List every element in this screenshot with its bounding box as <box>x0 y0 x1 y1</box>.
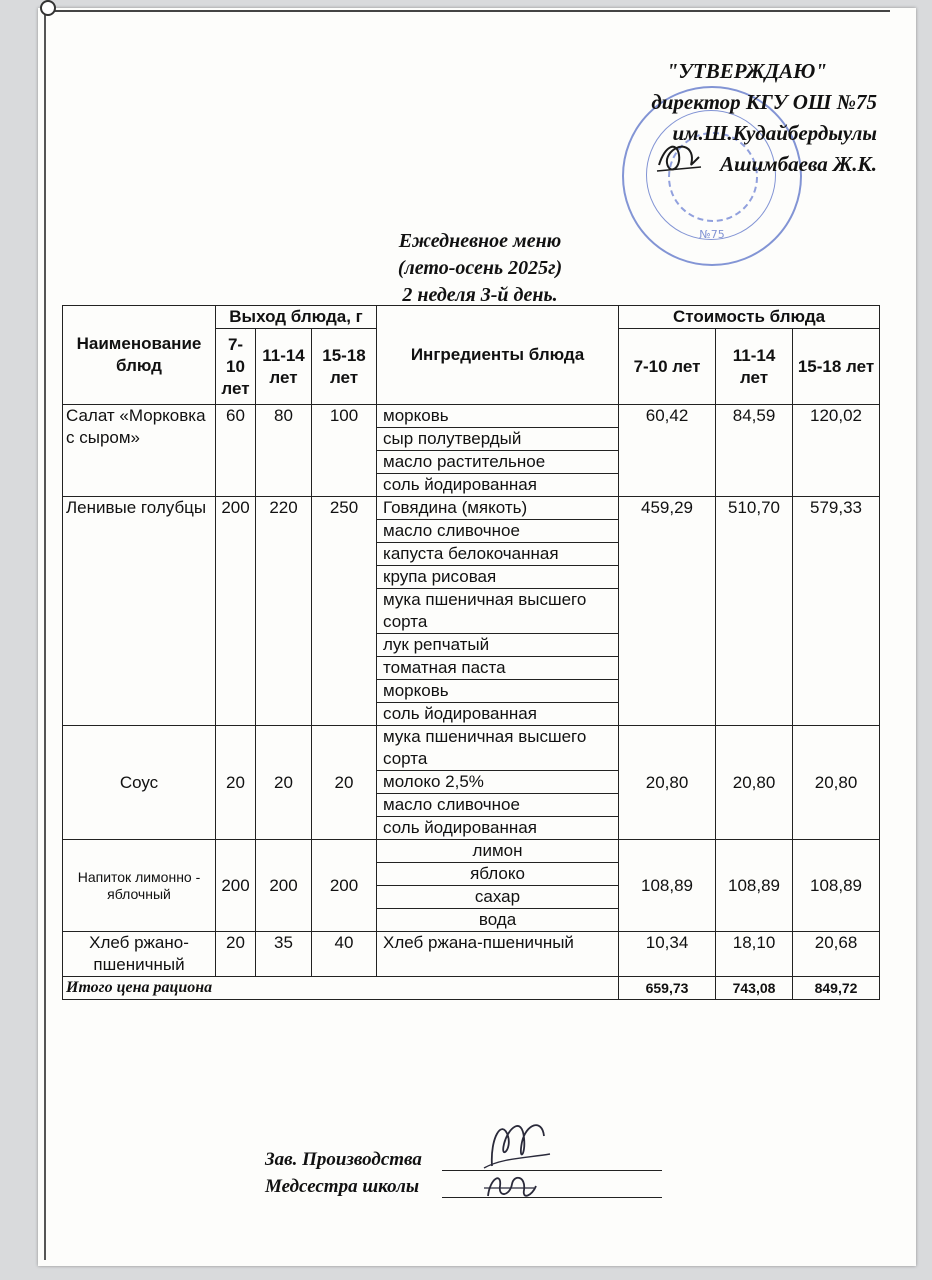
ingredient: вода <box>377 909 619 932</box>
dish-output-15-18: 200 <box>312 840 377 932</box>
header-output-age-15-18: 15-18 лет <box>312 329 377 405</box>
header-output-age-7-10: 7-10 лет <box>216 329 256 405</box>
ingredient: капуста белокочанная <box>377 543 619 566</box>
signatures-block <box>265 1146 422 1200</box>
dish-output-7-10: 20 <box>216 932 256 977</box>
ingredient: масло растительное <box>377 451 619 474</box>
menu-title <box>300 228 660 309</box>
ingredient: Говядина (мякоть) <box>377 497 619 520</box>
school-nurse-signature-icon <box>480 1166 540 1206</box>
dish-output-7-10: 200 <box>216 840 256 932</box>
ingredient: лимон <box>377 840 619 863</box>
ingredient: сахар <box>377 886 619 909</box>
header-cost-age-15-18: 15-18 лет <box>793 329 880 405</box>
ingredient: соль йодированная <box>377 703 619 726</box>
ingredient: томатная паста <box>377 657 619 680</box>
header-output-age-11-14: 11-14 лет <box>256 329 312 405</box>
dish-output-7-10: 200 <box>216 497 256 726</box>
dish-name: Хлеб ржано-пшеничный <box>63 932 216 977</box>
approval-director-name: Ашимбаева Ж.К. <box>720 152 877 176</box>
ingredient: мука пшеничная высшего сорта <box>377 726 619 771</box>
dish-cost-7-10: 10,34 <box>619 932 716 977</box>
dish-output-15-18: 250 <box>312 497 377 726</box>
dish-cost-7-10: 459,29 <box>619 497 716 726</box>
dish-cost-11-14: 84,59 <box>716 405 793 497</box>
approval-school: им.Ш.Кудайбердыулы <box>672 121 877 145</box>
school-nurse-label: Медсестра школы <box>265 1176 420 1197</box>
dish-cost-7-10: 60,42 <box>619 405 716 497</box>
table-row <box>63 405 880 428</box>
binder-hole-icon <box>40 0 56 16</box>
dish-output-11-14: 220 <box>256 497 312 726</box>
ingredient: лук репчатый <box>377 634 619 657</box>
table-header-row <box>63 306 880 329</box>
ingredient: соль йодированная <box>377 474 619 497</box>
dish-output-7-10: 20 <box>216 726 256 840</box>
school-nurse-signature-line <box>442 1197 662 1198</box>
ingredient: морковь <box>377 405 619 428</box>
dish-output-11-14: 20 <box>256 726 312 840</box>
dish-output-11-14: 80 <box>256 405 312 497</box>
table-row <box>63 726 880 771</box>
total-cost-7-10: 659,73 <box>619 977 716 1000</box>
total-label: Итого цена рациона <box>63 977 619 1000</box>
dish-cost-15-18: 579,33 <box>793 497 880 726</box>
page-left-edge <box>44 10 46 1260</box>
dish-cost-15-18: 108,89 <box>793 840 880 932</box>
table-row <box>63 840 880 863</box>
page-top-edge <box>44 10 890 12</box>
dish-cost-11-14: 20,80 <box>716 726 793 840</box>
dish-output-15-18: 100 <box>312 405 377 497</box>
header-dish-name: Наименование блюд <box>63 306 216 405</box>
dish-cost-11-14: 18,10 <box>716 932 793 977</box>
ingredient: масло сливочное <box>377 794 619 817</box>
dish-cost-11-14: 510,70 <box>716 497 793 726</box>
ingredient: Хлеб ржана-пшеничный <box>377 932 619 977</box>
ingredient: молоко 2,5% <box>377 771 619 794</box>
title-line-1: Ежедневное меню <box>398 230 562 252</box>
dish-cost-15-18: 120,02 <box>793 405 880 497</box>
dish-name: Салат «Морковка с сыром» <box>63 405 216 497</box>
director-signature-icon <box>655 135 705 179</box>
dish-output-15-18: 40 <box>312 932 377 977</box>
production-head-signature-line <box>442 1170 662 1171</box>
dish-output-15-18: 20 <box>312 726 377 840</box>
dish-name: Ленивые голубцы <box>63 497 216 726</box>
dish-output-7-10: 60 <box>216 405 256 497</box>
ingredient: крупа рисовая <box>377 566 619 589</box>
dish-cost-7-10: 108,89 <box>619 840 716 932</box>
dish-cost-7-10: 20,80 <box>619 726 716 840</box>
approval-heading: "УТВЕРЖДАЮ" <box>666 59 827 83</box>
ingredient: масло сливочное <box>377 520 619 543</box>
dish-output-11-14: 35 <box>256 932 312 977</box>
table-row <box>63 932 880 977</box>
total-row <box>63 977 880 1000</box>
title-line-2: (лето-осень 2025г) <box>397 257 563 279</box>
dish-output-11-14: 200 <box>256 840 312 932</box>
total-cost-15-18: 849,72 <box>793 977 880 1000</box>
ingredient: морковь <box>377 680 619 703</box>
approval-position: директор КГУ ОШ №75 <box>651 90 877 114</box>
header-cost: Стоимость блюда <box>619 306 880 329</box>
header-output: Выход блюда, г <box>216 306 377 329</box>
total-cost-11-14: 743,08 <box>716 977 793 1000</box>
seal-number: №75 <box>699 228 725 241</box>
dish-cost-15-18: 20,68 <box>793 932 880 977</box>
ingredient: соль йодированная <box>377 817 619 840</box>
header-cost-age-7-10: 7-10 лет <box>619 329 716 405</box>
header-ingredients: Ингредиенты блюда <box>377 306 619 405</box>
ingredient: яблоко <box>377 863 619 886</box>
header-cost-age-11-14: 11-14 лет <box>716 329 793 405</box>
menu-table <box>62 305 880 1000</box>
dish-cost-15-18: 20,80 <box>793 726 880 840</box>
table-row <box>63 497 880 520</box>
production-head-label: Зав. Производства <box>265 1149 422 1170</box>
title-line-3: 2 неделя 3-й день. <box>402 284 558 306</box>
dish-cost-11-14: 108,89 <box>716 840 793 932</box>
ingredient: сыр полутвердый <box>377 428 619 451</box>
dish-name: Напиток лимонно - яблочный <box>63 840 216 932</box>
ingredient: мука пшеничная высшего сорта <box>377 589 619 634</box>
dish-name: Соус <box>63 726 216 840</box>
